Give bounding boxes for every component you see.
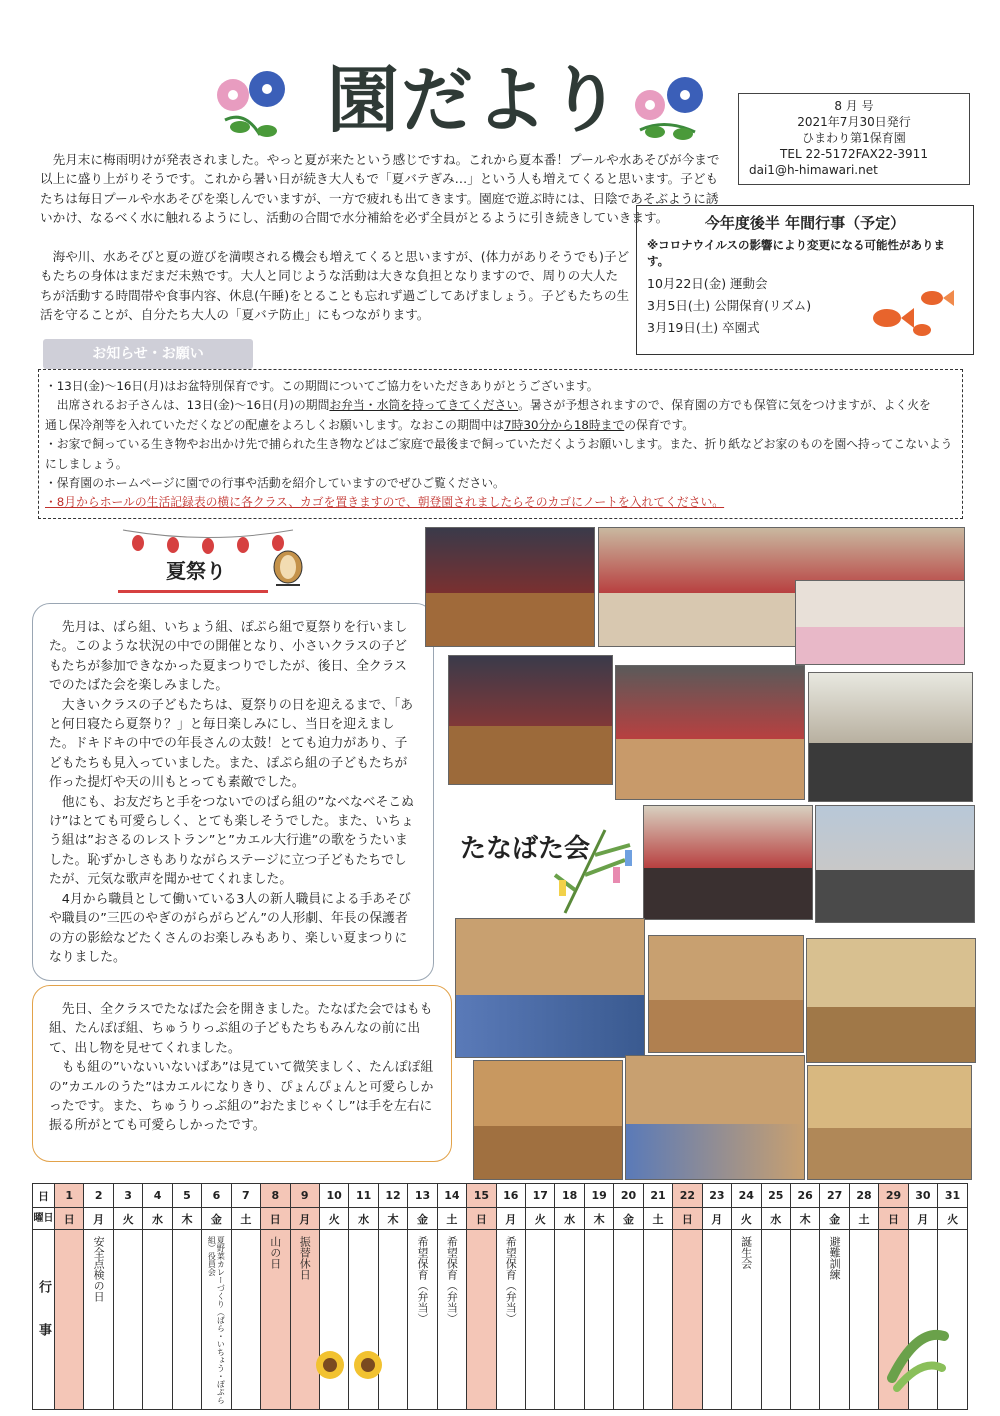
calendar-weekday-cell: 月 — [84, 1208, 113, 1230]
natsu-heading — [118, 545, 298, 600]
calendar-weekday-cell: 木 — [584, 1208, 613, 1230]
calendar-event-cell — [702, 1230, 731, 1410]
tanabata-photo — [807, 1065, 972, 1180]
notice-line-important: ・8月からホールの生活記録表の横に各クラス、カゴを置きますので、朝登園されましたらそのカゴにノートを入れてください。 — [45, 495, 725, 510]
tanabata-photo — [643, 805, 813, 920]
calendar-day-cell: 13 — [408, 1184, 437, 1208]
calendar-day-cell: 11 — [349, 1184, 378, 1208]
calendar-weekday-cell: 土 — [231, 1208, 260, 1230]
tanabata-photo — [806, 938, 976, 1063]
calendar-day-cell: 24 — [732, 1184, 761, 1208]
calendar-day-cell: 15 — [467, 1184, 496, 1208]
calendar-day-cell: 7 — [231, 1184, 260, 1208]
issue-mail: dai1@h-himawari.net — [749, 163, 878, 177]
calendar-day-cell: 3 — [113, 1184, 142, 1208]
event-item: 3月5日(土) 公開保育(リズム) — [647, 298, 812, 313]
calendar-weekday-cell: 土 — [643, 1208, 672, 1230]
tanabata-paragraph: もも組の”いないいないばあ”は見ていて微笑ましく、たんぽぽ組の”カエルのうた”はカエルになりきり、ぴょんぴょんと可愛らしかったです。また、ちゅうりっぷ組の”おたまじゃくし”は手を左右に振る所がとても可愛らしかったです。 — [49, 1060, 434, 1134]
calendar-day-row — [33, 1184, 968, 1208]
calendar-weekday-cell: 水 — [349, 1208, 378, 1230]
tanabata-photo — [455, 918, 645, 1058]
festival-photo — [615, 665, 805, 800]
tanabata-text-box — [32, 985, 452, 1162]
calendar-event-cell — [437, 1230, 466, 1410]
calendar-event-cell — [820, 1230, 849, 1410]
natsu-paragraph: 他にも、お友だちと手をつないでのばら組の”なべなべそこぬけ”はとても可愛らしく、とても楽しそうでした。また、いちょう組は”おさるのレストラン”と”カエル大行進”の歌をうたいました。恥ずかしさもありながらステージに立つ子どもたちでしたが、元気な歌声を聞かせてくれました。 — [49, 794, 414, 888]
calendar-event-cell — [261, 1230, 290, 1410]
calendar-day-cell: 23 — [702, 1184, 731, 1208]
calendar-event-text: 夏野菜カレーづくり（ばら・いちょう・ぽぷら組）役員会 — [207, 1236, 226, 1404]
calendar-weekday-cell: 火 — [113, 1208, 142, 1230]
calendar-day-cell: 16 — [496, 1184, 525, 1208]
calendar-label-weekday: 曜日 — [33, 1208, 55, 1230]
issue-info-box — [738, 93, 970, 185]
calendar-weekday-cell: 土 — [849, 1208, 878, 1230]
calendar-event-cell — [643, 1230, 672, 1410]
calendar-event-cell — [113, 1230, 142, 1410]
events-heading: 今年度後半 年間行事（予定） — [704, 214, 906, 232]
calendar-day-cell: 30 — [908, 1184, 937, 1208]
calendar-weekday-cell: 水 — [761, 1208, 790, 1230]
page-title: 園だより — [326, 57, 623, 142]
calendar-weekday-cell: 日 — [467, 1208, 496, 1230]
calendar-day-cell: 25 — [761, 1184, 790, 1208]
tanabata-photo — [648, 935, 804, 1053]
edamame-icon — [882, 1318, 952, 1393]
calendar-weekday-cell: 火 — [938, 1208, 968, 1230]
morning-glory-icon — [625, 70, 715, 150]
morning-glory-icon — [205, 65, 295, 145]
goldfish-icon — [852, 278, 962, 348]
calendar-event-text: 希望保育（弁当） — [415, 1236, 429, 1324]
calendar-weekday-cell: 月 — [496, 1208, 525, 1230]
natsu-title: 夏祭り — [166, 559, 226, 583]
notice-box — [38, 369, 963, 519]
calendar-event-cell — [467, 1230, 496, 1410]
calendar-event-cell — [408, 1230, 437, 1410]
calendar-event-text: 希望保育（弁当） — [504, 1236, 518, 1324]
issue-month: 8 月 号 — [834, 99, 874, 113]
calendar-event-cell — [496, 1230, 525, 1410]
tanabata-photo — [815, 805, 975, 923]
calendar-day-cell: 6 — [202, 1184, 231, 1208]
tanabata-title: たなばた会 — [460, 834, 591, 864]
calendar-day-cell: 19 — [584, 1184, 613, 1208]
calendar-event-text: 振替休日 — [298, 1236, 312, 1280]
calendar-day-cell: 1 — [55, 1184, 84, 1208]
calendar-day-cell: 21 — [643, 1184, 672, 1208]
festival-photo — [448, 655, 613, 785]
event-item: 10月22日(金) 運動会 — [647, 276, 768, 291]
calendar-event-cell — [202, 1230, 231, 1410]
issue-org: ひまわり第1保育園 — [802, 131, 906, 145]
calendar-day-cell: 26 — [790, 1184, 819, 1208]
festival-photo — [808, 672, 973, 802]
calendar-weekday-cell: 木 — [378, 1208, 407, 1230]
festival-photo — [425, 527, 595, 647]
calendar-weekday-cell: 水 — [555, 1208, 584, 1230]
natsu-paragraph: 大きいクラスの子どもたちは、夏祭りの日を迎えるまで、「あと何日寝たら夏祭り？」と毎日楽しみにし、当日を迎えました。ドキドキの中での年長さんの太鼓！とても迫力があり、子どもたちも見入っていました。また、ぽぷら組の子どもたちが作った提灯や天の川もとっても素敵でした。 — [49, 697, 414, 791]
calendar-day-cell: 29 — [879, 1184, 908, 1208]
calendar-day-cell: 4 — [143, 1184, 172, 1208]
calendar-event-text: 山の日 — [268, 1236, 282, 1269]
taiko-drum-icon — [266, 545, 311, 590]
calendar-weekday-cell: 月 — [290, 1208, 319, 1230]
calendar-event-cell — [84, 1230, 113, 1410]
sunflower-icon — [312, 1345, 387, 1390]
notice-banner: お知らせ・お願い — [43, 339, 253, 369]
natsu-text-box — [32, 603, 434, 981]
notice-line: 出席されるお子さんは、13日(金)～16日(月)の期間お弁当・水筒を持ってきてください。暑さが予想されますので、保育園の方でも保管に気をつけますが、よく火を — [56, 398, 931, 413]
calendar-day-cell: 18 — [555, 1184, 584, 1208]
events-note: ※コロナウイルスの影響により変更になる可能性があります。 — [647, 238, 945, 268]
calendar-weekday-cell: 木 — [790, 1208, 819, 1230]
notice-line: ・13日(金)～16日(月)はお盆特別保育です。この期間についてご協力をいただきありがとうございます。 — [45, 379, 599, 393]
calendar-event-cell — [673, 1230, 702, 1410]
calendar-event-cell — [172, 1230, 201, 1410]
calendar-weekday-cell: 木 — [172, 1208, 201, 1230]
tanabata-photo — [473, 1060, 623, 1180]
calendar-label-events: 行事 — [33, 1230, 55, 1410]
calendar-event-cell — [732, 1230, 761, 1410]
calendar-day-cell: 5 — [172, 1184, 201, 1208]
calendar-weekday-cell: 火 — [526, 1208, 555, 1230]
calendar-event-cell — [849, 1230, 878, 1410]
calendar-event-text: 誕生会 — [739, 1236, 753, 1269]
calendar-event-cell — [526, 1230, 555, 1410]
calendar-event-cell — [614, 1230, 643, 1410]
calendar-event-text: 安全点検の日 — [92, 1236, 106, 1302]
calendar-day-cell: 2 — [84, 1184, 113, 1208]
calendar-event-cell — [231, 1230, 260, 1410]
event-item: 3月19日(土) 卒園式 — [647, 320, 760, 335]
calendar-weekday-cell: 日 — [55, 1208, 84, 1230]
calendar-day-cell: 9 — [290, 1184, 319, 1208]
natsu-paragraph: 4月から職員として働いている3人の新人職員による手あそびや職員の”三匹のやぎのがらがらどん”の人形劇、年長の保護者の方の影絵などたくさんのお楽しみもあり、楽しい夏まつりになりました。 — [49, 891, 411, 965]
calendar-event-cell — [584, 1230, 613, 1410]
calendar-weekday-cell: 火 — [319, 1208, 348, 1230]
calendar-day-cell: 8 — [261, 1184, 290, 1208]
calendar-weekday-cell: 月 — [702, 1208, 731, 1230]
calendar-event-cell — [55, 1230, 84, 1410]
festival-photo — [795, 580, 965, 665]
monthly-calendar — [32, 1183, 968, 1410]
intro-paragraph-1: 先月末に梅雨明けが発表されました。やっと夏が来たという感じですね。これから夏本番！プールや水あそびが今まで以上に盛り上がりそうです。これから暑い日が続き大人もで「夏バテぎみ…」という人も増えてくると思います。子どもたちは毎日プールや水あそびを楽しんでいますが、一方で疲れも出てきます。園庭で遊ぶ時には、日陰であそぶように誘いかけ、なるべく水に触れるようにし、活動の合間で水分補給を必ず全員がとるように引き続きしていきます。 — [40, 152, 720, 226]
calendar-day-cell: 12 — [378, 1184, 407, 1208]
calendar-weekday-cell: 日 — [261, 1208, 290, 1230]
calendar-weekday-cell: 火 — [732, 1208, 761, 1230]
tanabata-photo — [625, 1055, 805, 1180]
calendar-weekday-cell: 金 — [408, 1208, 437, 1230]
calendar-event-cell — [143, 1230, 172, 1410]
calendar-day-cell: 22 — [673, 1184, 702, 1208]
calendar-event-cell — [555, 1230, 584, 1410]
issue-date: 2021年7月30日発行 — [797, 115, 911, 129]
calendar-event-row — [33, 1230, 968, 1410]
issue-tel: TEL 22-5172FAX22-3911 — [780, 147, 928, 161]
calendar-weekday-cell: 水 — [143, 1208, 172, 1230]
bamboo-decoration-icon — [545, 825, 640, 915]
natsu-paragraph: 先月は、ばら組、いちょう組、ぽぷら組で夏祭りを行いました。このような状況の中での開催となり、小さいクラスの子どもたちが参加できなかった夏まつりでしたが、後日、全クラスでのたばた会を楽しみました。 — [49, 620, 408, 694]
calendar-day-cell: 20 — [614, 1184, 643, 1208]
calendar-day-cell: 14 — [437, 1184, 466, 1208]
calendar-day-cell: 10 — [319, 1184, 348, 1208]
notice-line: ・保育園のホームページに園での行事や活動を紹介していますのでぜひご覧ください。 — [45, 476, 505, 491]
annual-events-box — [636, 205, 974, 355]
calendar-weekday-cell: 月 — [908, 1208, 937, 1230]
notice-line: ・お家で飼っている生き物やお出かけ先で捕られた生き物などはご家庭で最後まで飼っていただくようお願いします。また、折り紙などお家のものを園へ持ってこないようにしましょう。 — [45, 437, 953, 471]
calendar-event-cell — [790, 1230, 819, 1410]
calendar-event-cell — [761, 1230, 790, 1410]
calendar-weekday-cell: 土 — [437, 1208, 466, 1230]
calendar-day-cell: 31 — [938, 1184, 968, 1208]
calendar-weekday-cell: 金 — [614, 1208, 643, 1230]
calendar-weekday-row — [33, 1208, 968, 1230]
calendar-event-text: 避難訓練 — [828, 1236, 842, 1280]
calendar-day-cell: 27 — [820, 1184, 849, 1208]
calendar-day-cell: 28 — [849, 1184, 878, 1208]
calendar-weekday-cell: 日 — [879, 1208, 908, 1230]
notice-line: 通し保冷剤等を入れていただくなどの配慮をよろしくお願いします。なおこの期間中は7時30分から18時までの保育です。 — [45, 417, 695, 432]
calendar-label-day: 日 — [33, 1184, 55, 1208]
calendar-day-cell: 17 — [526, 1184, 555, 1208]
calendar-weekday-cell: 金 — [820, 1208, 849, 1230]
tanabata-paragraph: 先日、全クラスでたなばた会を開きました。たなばた会ではもも組、たんぽぽ組、ちゅうりっぷ組の子どもたちもみんなの前に出て、出し物を見せてくれました。 — [49, 1002, 433, 1056]
calendar-event-text: 希望保育（弁当） — [445, 1236, 459, 1324]
calendar-weekday-cell: 日 — [673, 1208, 702, 1230]
intro-paragraph-2: 海や川、水あそびと夏の遊びを満喫される機会も増えてくると思いますが、(体力がありそうでも)子どもたちの身体はまだまだ未熟です。大人と同じような活動は大きな負担となりますので、周りの大人たちが活動する時間帯や食事内容、休息(午睡)をとることも忘れず過ごしてあげましょう。子どもたちの生活を守ることが、自分たち大人の「夏バテ防止」にもつながります。 — [40, 249, 630, 323]
calendar-weekday-cell: 金 — [202, 1208, 231, 1230]
